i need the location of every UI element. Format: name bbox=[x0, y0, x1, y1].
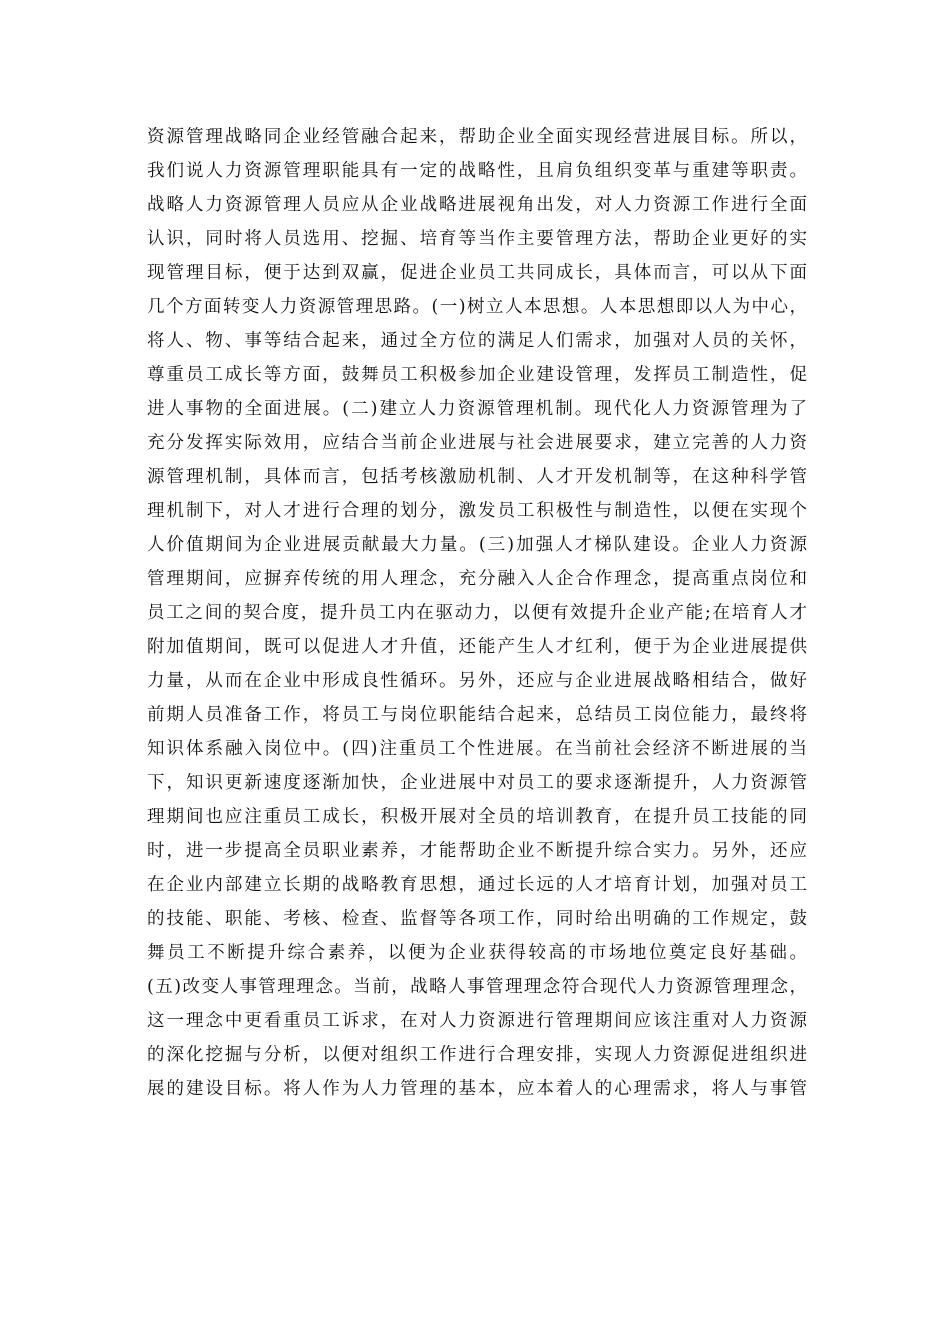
text-line: 舞员工不断提升综合素养，以便为企业获得较高的市场地位奠定良好基础。 bbox=[147, 943, 807, 963]
text-line: 的技能、职能、考核、检查、监督等各项工作，同时给出明确的工作规定，鼓 bbox=[147, 909, 807, 929]
text-line: 这一理念中更看重员工诉求，在对人力资源进行管理期间应该注重对人力资源 bbox=[147, 1011, 807, 1031]
text-line: 理期间也应注重员工成长，积极开展对全员的培训教育，在提升员工技能的同 bbox=[147, 807, 807, 827]
text-line: 附加值期间，既可以促进人才升值，还能产生人才红利，便于为企业进展提供 bbox=[147, 637, 807, 657]
text-line: 在企业内部建立长期的战略教育思想，通过长远的人才培育计划，加强对员工 bbox=[147, 875, 807, 895]
text-line: 员工之间的契合度，提升员工内在驱动力，以便有效提升企业产能;在培育人才 bbox=[147, 603, 807, 623]
text-line: 展的建设目标。将人作为人力管理的基本，应本着人的心理需求，将人与事管 bbox=[147, 1079, 807, 1099]
text-line: 管理期间，应摒弃传统的用人理念，充分融入人企合作理念，提高重点岗位和 bbox=[147, 569, 807, 589]
text-line: 我们说人力资源管理职能具有一定的战略性，且肩负组织变革与重建等职责。 bbox=[147, 161, 807, 181]
text-line: 时，进一步提高全员职业素养，才能帮助企业不断提升综合实力。另外，还应 bbox=[147, 841, 807, 861]
text-line: 将人、物、事等结合起来，通过全方位的满足人们需求，加强对人员的关怀， bbox=[147, 331, 807, 351]
text-line: 理机制下，对人才进行合理的划分，激发员工积极性与制造性，以便在实现个 bbox=[147, 501, 807, 521]
text-line: 源管理机制，具体而言，包括考核激励机制、人才开发机制等，在这种科学管 bbox=[147, 467, 807, 487]
text-line: 现管理目标，便于达到双赢，促进企业员工共同成长，具体而言，可以从下面 bbox=[147, 263, 807, 283]
text-line: (五)改变人事管理理念。当前，战略人事管理理念符合现代人力资源管理理念， bbox=[147, 977, 807, 997]
text-line: 认识，同时将人员选用、挖掘、培育等当作主要管理方法，帮助企业更好的实 bbox=[147, 229, 807, 249]
text-line: 的深化挖掘与分析，以便对组织工作进行合理安排，实现人力资源促进组织进 bbox=[147, 1045, 807, 1065]
text-line: 知识体系融入岗位中。(四)注重员工个性进展。在当前社会经济不断进展的当 bbox=[147, 739, 807, 759]
text-line: 人价值期间为企业进展贡献最大力量。(三)加强人才梯队建设。企业人力资源 bbox=[147, 535, 807, 555]
text-line: 几个方面转变人力资源管理思路。(一)树立人本思想。人本思想即以人为中心， bbox=[147, 297, 807, 317]
text-line: 下，知识更新速度逐渐加快，企业进展中对员工的要求逐渐提升，人力资源管 bbox=[147, 773, 807, 793]
text-line: 进人事物的全面进展。(二)建立人力资源管理机制。现代化人力资源管理为了 bbox=[147, 399, 807, 419]
text-line: 尊重员工成长等方面，鼓舞员工积极参加企业建设管理，发挥员工制造性，促 bbox=[147, 365, 807, 385]
text-line: 战略人力资源管理人员应从企业战略进展视角出发，对人力资源工作进行全面 bbox=[147, 195, 807, 215]
text-line: 资源管理战略同企业经管融合起来，帮助企业全面实现经营进展目标。所以， bbox=[147, 127, 807, 147]
body-text bbox=[147, 120, 807, 1106]
text-line: 力量，从而在企业中形成良性循环。另外，还应与企业进展战略相结合，做好 bbox=[147, 671, 807, 691]
text-line: 充分发挥实际效用，应结合当前企业进展与社会进展要求，建立完善的人力资 bbox=[147, 433, 807, 453]
text-line: 前期人员准备工作，将员工与岗位职能结合起来，总结员工岗位能力，最终将 bbox=[147, 705, 807, 725]
